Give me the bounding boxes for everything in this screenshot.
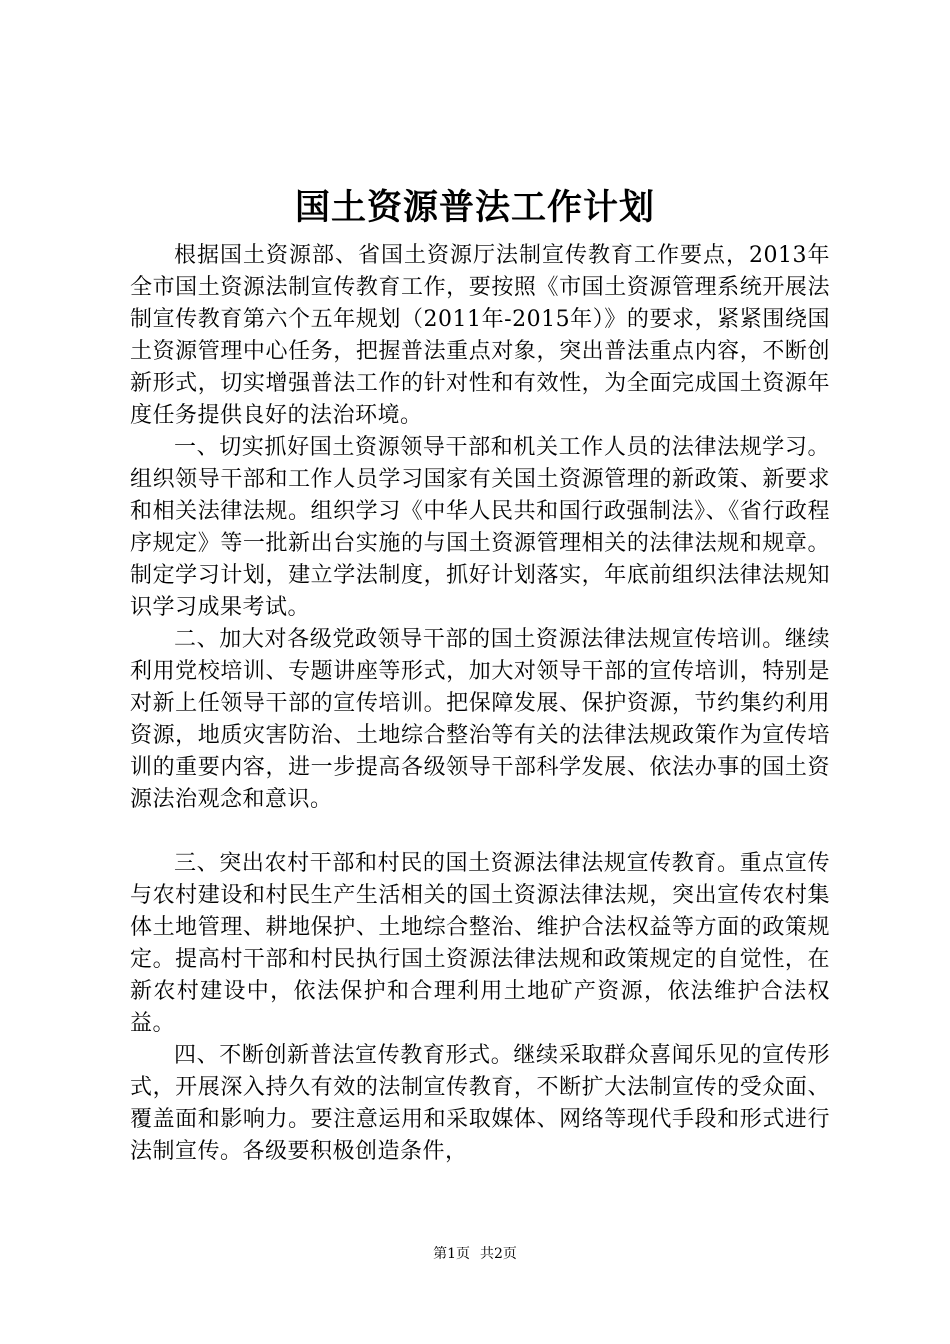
page-footer [0,1244,950,1264]
page-total: 共2页 [480,1246,517,1262]
page-number: 第1页 [433,1246,470,1262]
paragraph-intro: 根据国土资源部、省国土资源厅法制宣传教育工作要点，2013年全市国土资源法制宣传教育工作，要按照《市国土资源管理系统开展法制宣传教育第六个五年规划（2011年-2015年）》的要求，紧紧围绕国土资源管理中心任务，把握普法重点对象，突出普法重点内容，不断创新形式，切实增强普法工作的针对性和有效性，为全面完成国土资源年度任务提供良好的法治环境。 [130,243,830,428]
paragraph-section-4: 四、不断创新普法宣传教育形式。继续采取群众喜闻乐见的宣传形式，开展深入持久有效的法制宣传教育，不断扩大法制宣传的受众面、覆盖面和影响力。要注意运用和采取媒体、网络等现代手段和形式进行法制宣传。各级要积极创造条件， [130,1043,830,1164]
paragraph-section-1: 一、切实抓好国土资源领导干部和机关工作人员的法律法规学习。组织领导干部和工作人员学习国家有关国土资源管理的新政策、新要求和相关法律法规。组织学习《中华人民共和国行政强制法》、《省行政程序规定》等一批新出台实施的与国土资源管理相关的法律法规和规章。制定学习计划，建立学法制度，抓好计划落实，年底前组织法律法规知识学习成果考试。 [130,435,830,620]
document-body [130,240,830,1168]
paragraph-section-2: 二、加大对各级党政领导干部的国土资源法律法规宣传培训。继续利用党校培训、专题讲座等形式，加大对领导干部的宣传培训，特别是对新上任领导干部的宣传培训。把保障发展、保护资源，节约集约利用资源，地质灾害防治、土地综合整治等有关的法律法规政策作为宣传培训的重要内容，进一步提高各级领导干部科学发展、依法办事的国土资源法治观念和意识。 [130,627,830,812]
document-title: 国土资源普法工作计划 [294,187,655,228]
paragraph-section-3: 三、突出农村干部和村民的国土资源法律法规宣传教育。重点宣传与农村建设和村民生产生活相关的国土资源法律法规，突出宣传农村集体土地管理、耕地保护、土地综合整治、维护合法权益等方面的政策规定。提高村干部和村民执行国土资源法律法规和政策规定的自觉性，在新农村建设中，依法保护和合理利用土地矿产资源，依法维护合法权益。 [130,851,830,1036]
